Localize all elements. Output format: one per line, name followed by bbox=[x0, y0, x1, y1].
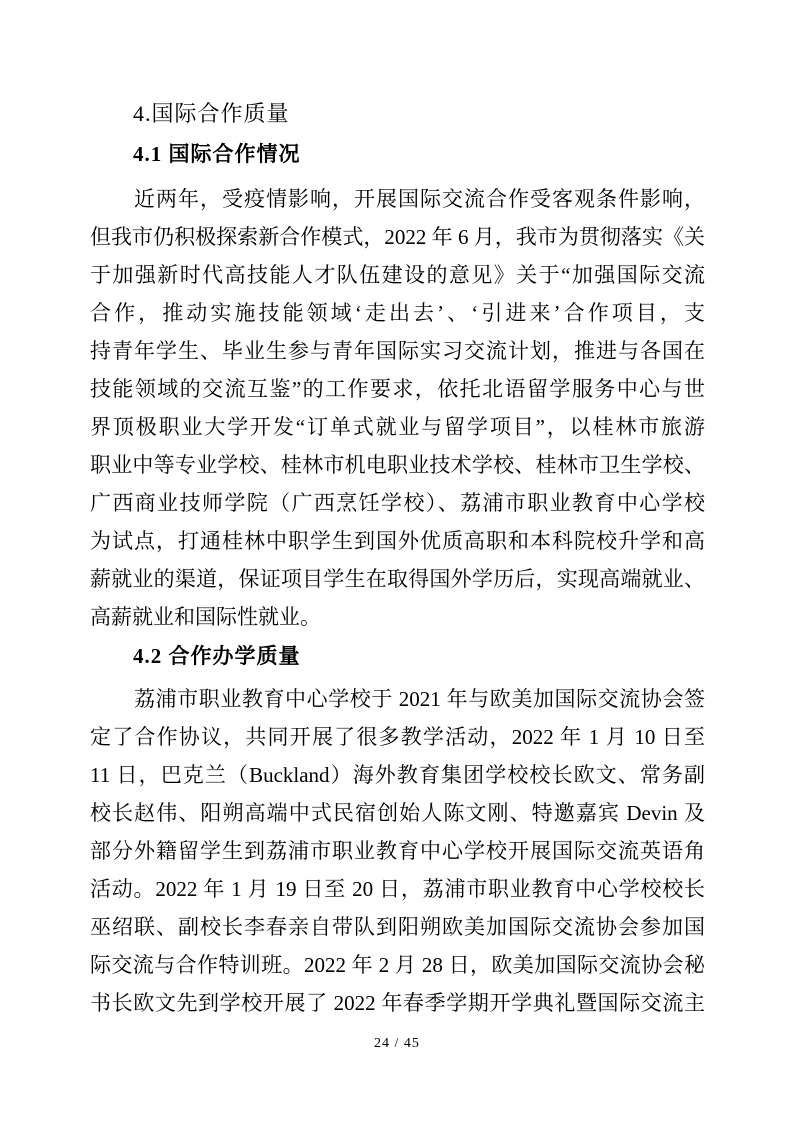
text-line: 校长赵伟、阳朔高端中式民宿创始人陈文刚、特邀嘉宾 Devin 及 bbox=[90, 801, 705, 825]
text-line: 职业中等专业学校、桂林市机电职业技术学校、桂林市卫生学校、 bbox=[90, 453, 705, 477]
text-line: 活动。2022 年 1 月 19 日至 20 日，荔浦市职业教育中心学校校长 bbox=[90, 877, 705, 901]
section-4-1-paragraph bbox=[90, 180, 705, 636]
text-line: 广西商业技师学院（广西烹饪学校）、荔浦市职业教育中心学校 bbox=[90, 491, 705, 515]
text-line: 际交流与合作特训班。2022 年 2 月 28 日，欧美加国际交流协会秘 bbox=[90, 953, 705, 977]
section-4-1-heading: 4.1 国际合作情况 bbox=[133, 142, 301, 166]
text-line: 定了合作协议，共同开展了很多教学活动，2022 年 1 月 10 日至 bbox=[90, 725, 705, 749]
section-4-heading: 4.国际合作质量 bbox=[133, 101, 290, 126]
text-line: 部分外籍留学生到荔浦市职业教育中心学校开展国际交流英语角 bbox=[90, 839, 705, 863]
section-4-2-paragraph bbox=[90, 680, 705, 1022]
page-number: 24 / 45 bbox=[374, 1036, 420, 1051]
text-line: 但我市仍积极探索新合作模式，2022 年 6 月，我市为贯彻落实《关 bbox=[90, 225, 705, 249]
text-line: 于加强新时代高技能人才队伍建设的意见》关于“加强国际交流 bbox=[90, 263, 705, 287]
text-line: 巫绍联、副校长李春亲自带队到阳朔欧美加国际交流协会参加国 bbox=[90, 915, 705, 939]
text-line: 近两年，受疫情影响，开展国际交流合作受客观条件影响， bbox=[134, 187, 705, 211]
text-line: 为试点，打通桂林中职学生到国外优质高职和本科院校升学和高 bbox=[90, 529, 705, 553]
text-line: 界顶极职业大学开发“订单式就业与留学项目”，以桂林市旅游 bbox=[90, 415, 705, 439]
text-line: 合作，推动实施技能领域‘走出去’、‘引进来’合作项目，支 bbox=[90, 301, 705, 325]
text-line: 11 日，巴克兰（Buckland）海外教育集团学校校长欧文、常务副 bbox=[90, 763, 705, 787]
text-line: 书长欧文先到学校开展了 2022 年春季学期开学典礼暨国际交流主 bbox=[90, 991, 705, 1015]
text-line: 薪就业的渠道，保证项目学生在取得国外学历后，实现高端就业、 bbox=[90, 567, 705, 591]
text-line: 高薪就业和国际性就业。 bbox=[90, 605, 321, 629]
text-line: 技能领域的交流互鉴”的工作要求，依托北语留学服务中心与世 bbox=[90, 377, 705, 401]
page-footer bbox=[0, 1034, 794, 1054]
text-line: 持青年学生、毕业生参与青年国际实习交流计划，推进与各国在 bbox=[90, 339, 705, 363]
text-line: 荔浦市职业教育中心学校于 2021 年与欧美加国际交流协会签 bbox=[134, 687, 705, 711]
section-4-2-heading: 4.2 合作办学质量 bbox=[133, 644, 301, 668]
